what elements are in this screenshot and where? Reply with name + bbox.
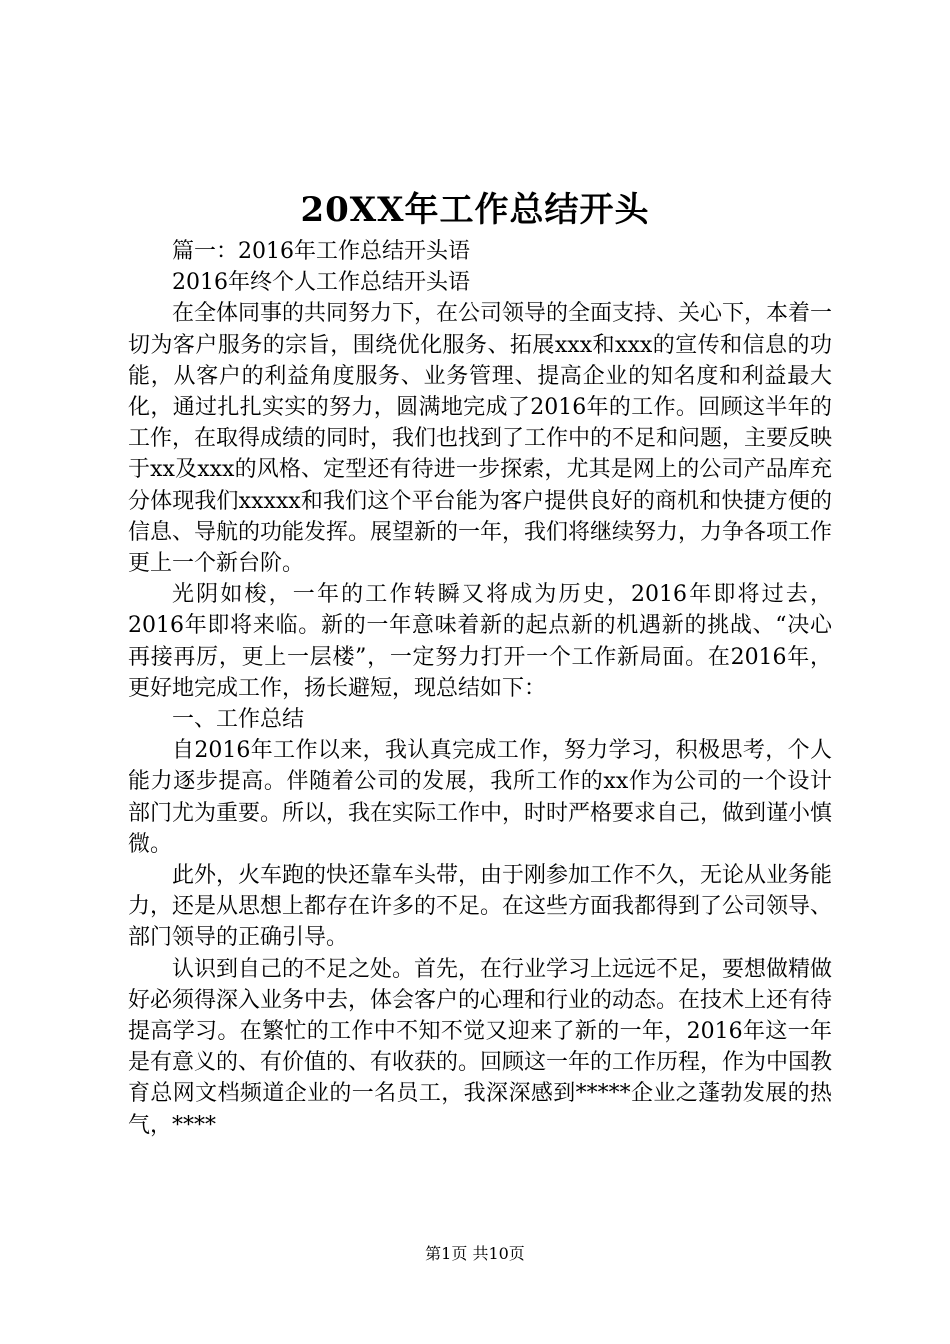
page-number-footer: 第1页 共10页 <box>425 1244 525 1263</box>
body-paragraph: 在全体同事的共同努力下，在公司领导的全面支持、关心下，本着一切为客户服务的宗旨，围绕优化服务、拓展xxx和xxx的宣传和信息的功能，从客户的利益角度服务、业务管理、提高企业的知名度和利益最大化，通过扎扎实实的努力，圆满地完成了2016年的工作。回顾这半年的工作，在取得成绩的同时，我们也找到了工作中的不足和问题，主要反映于xx及xxx的风格、定型还有待进一步探索，尤其是网上的公司产品库充分体现我们xxxxx和我们这个平台能为客户提供良好的商机和快捷方便的信息、导航的功能发挥。展望新的一年，我们将继续努力，力争各项工作更上一个新台阶。 <box>128 301 833 577</box>
body-paragraph: 光阴如梭，一年的工作转瞬又将成为历史，2016年即将过去，2016年即将来临。新的一年意味着新的起点新的机遇新的挑战、“决心再接再厉，更上一层楼”，一定努力打开一个工作新局面。在2016年，更好地完成工作，扬长避短，现总结如下： <box>128 582 832 701</box>
section-heading: 一、工作总结 <box>172 707 305 733</box>
body-paragraph: 认识到自己的不足之处。首先，在行业学习上远远不足，要想做精做好必须得深入业务中去，体会客户的心理和行业的动态。在技术上还有待提高学习。在繁忙的工作中不知不觉又迎来了新的一年，2016年这一年是有意义的、有价值的、有收获的。回顾这一年的工作历程，作为中国教育总网文档频道企业的一名员工，我深深感到*****企业之蓬勃发展的热气，**** <box>128 956 833 1138</box>
body-paragraph: 此外，火车跑的快还靠车头带，由于刚参加工作不久，无论从业务能力，还是从思想上都存在许多的不足。在这些方面我都得到了公司领导、部门领导的正确引导。 <box>128 863 833 951</box>
body-paragraph: 自2016年工作以来，我认真完成工作，努力学习，积极思考，个人能力逐步提高。伴随着公司的发展，我所工作的xx作为公司的一个设计部门尤为重要。所以，我在实际工作中，时时严格要求自己，做到谨小慎微。 <box>128 738 833 857</box>
document-body <box>128 236 832 1141</box>
subsection-heading: 2016年终个人工作总结开头语 <box>172 270 470 296</box>
section-heading: 篇一：2016年工作总结开头语 <box>172 239 470 264</box>
document-title: 20XX年工作总结开头 <box>300 190 650 230</box>
